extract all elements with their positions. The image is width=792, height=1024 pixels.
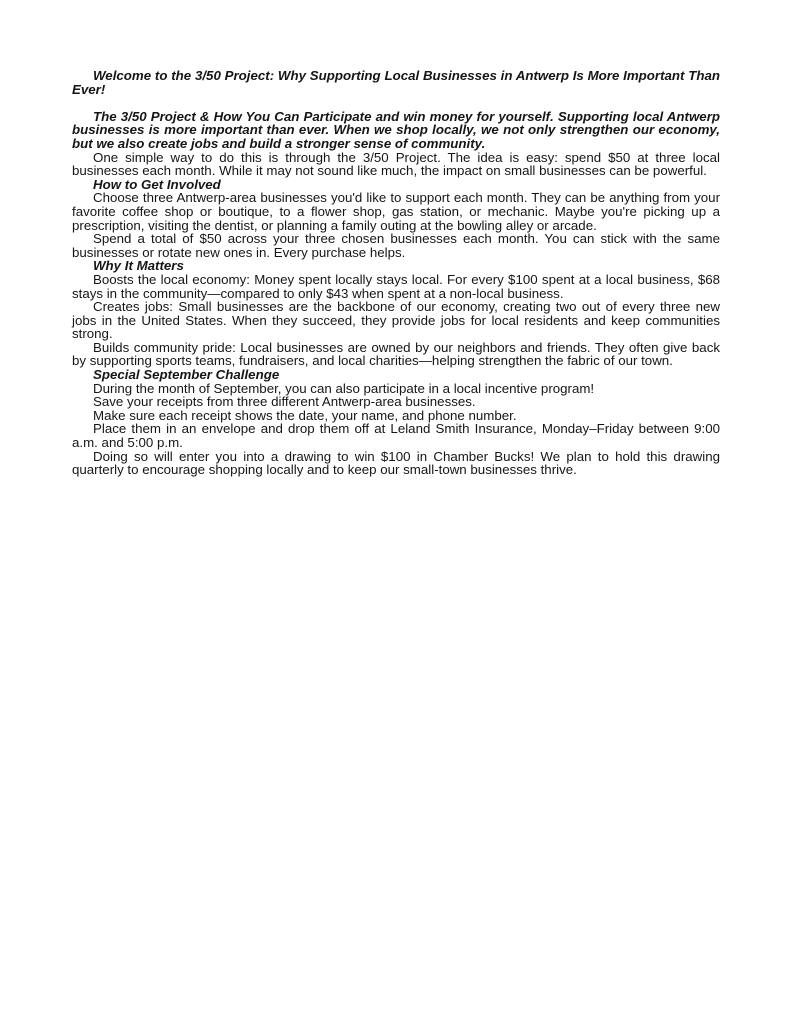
doc-paragraph-boosts-economy: Boosts the local economy: Money spent locally stays local. For every $100 spent at a local business, $68 stays in the community—compared to only $43 when spent at a non-local business.: [72, 271, 720, 301]
doc-paragraph-creates-jobs: Creates jobs: Small businesses are the backbone of our economy, creating two out of every three new jobs in the United States. When they succeed, they provide jobs for local residents and keep communities strong.: [72, 299, 720, 342]
doc-paragraph-save-receipts: Save your receipts from three different Antwerp-area businesses.: [93, 394, 476, 410]
doc-paragraph-one-simple-way: One simple way to do this is through the 3/50 Project. The idea is easy: spend $50 at three local businesses each month. While it may not sound like much, the impact on small businesses can be powerful.: [72, 149, 720, 179]
doc-paragraph-drop-off: Place them in an envelope and drop them off at Leland Smith Insurance, Monday–Friday between 9:00 a.m. and 5:00 p.m.: [72, 421, 720, 451]
doc-heading-september-challenge: Special September Challenge: [93, 367, 280, 383]
document-content: [72, 69, 720, 477]
doc-paragraph-during-september: During the month of September, you can also participate in a local incentive program!: [93, 380, 595, 396]
doc-paragraph-drawing: Doing so will enter you into a drawing to win $100 in Chamber Bucks! We plan to hold this drawing quarterly to encourage shopping locally and to keep our small-town businesses thrive.: [72, 448, 720, 478]
doc-paragraph-spend-total: Spend a total of $50 across your three chosen businesses each month. You can stick with the same businesses or rotate new ones in. Every purchase helps.: [72, 231, 720, 260]
doc-intro-paragraph: The 3/50 Project & How You Can Participate and win money for yourself. Supporting local Antwerp businesses is more important than ever. When we shop locally, we not only strengthen our economy, but we also create jobs and build a stronger sense of community.: [72, 108, 720, 151]
doc-paragraph-builds-pride: Builds community pride: Local businesses are owned by our neighbors and friends. They often give back by supporting sports teams, fundraisers, and local charities—helping strengthen the fabric of our town.: [72, 339, 720, 369]
doc-heading-how-to-get-involved: How to Get Involved: [93, 176, 221, 192]
doc-title: Welcome to the 3/50 Project: Why Supporting Local Businesses in Antwerp Is More Important Than Ever!: [72, 68, 720, 97]
doc-paragraph-receipt-details: Make sure each receipt shows the date, your name, and phone number.: [93, 407, 517, 423]
doc-paragraph-choose-three: Choose three Antwerp-area businesses you'd like to support each month. They can be anything from your favorite coffee shop or boutique, to a flower shop, gas station, or mechanic. Maybe you're picking up a prescription, visiting the dentist, or planning a family outing at the bowling alley or arcade.: [72, 190, 720, 233]
doc-heading-why-it-matters: Why It Matters: [93, 258, 184, 274]
